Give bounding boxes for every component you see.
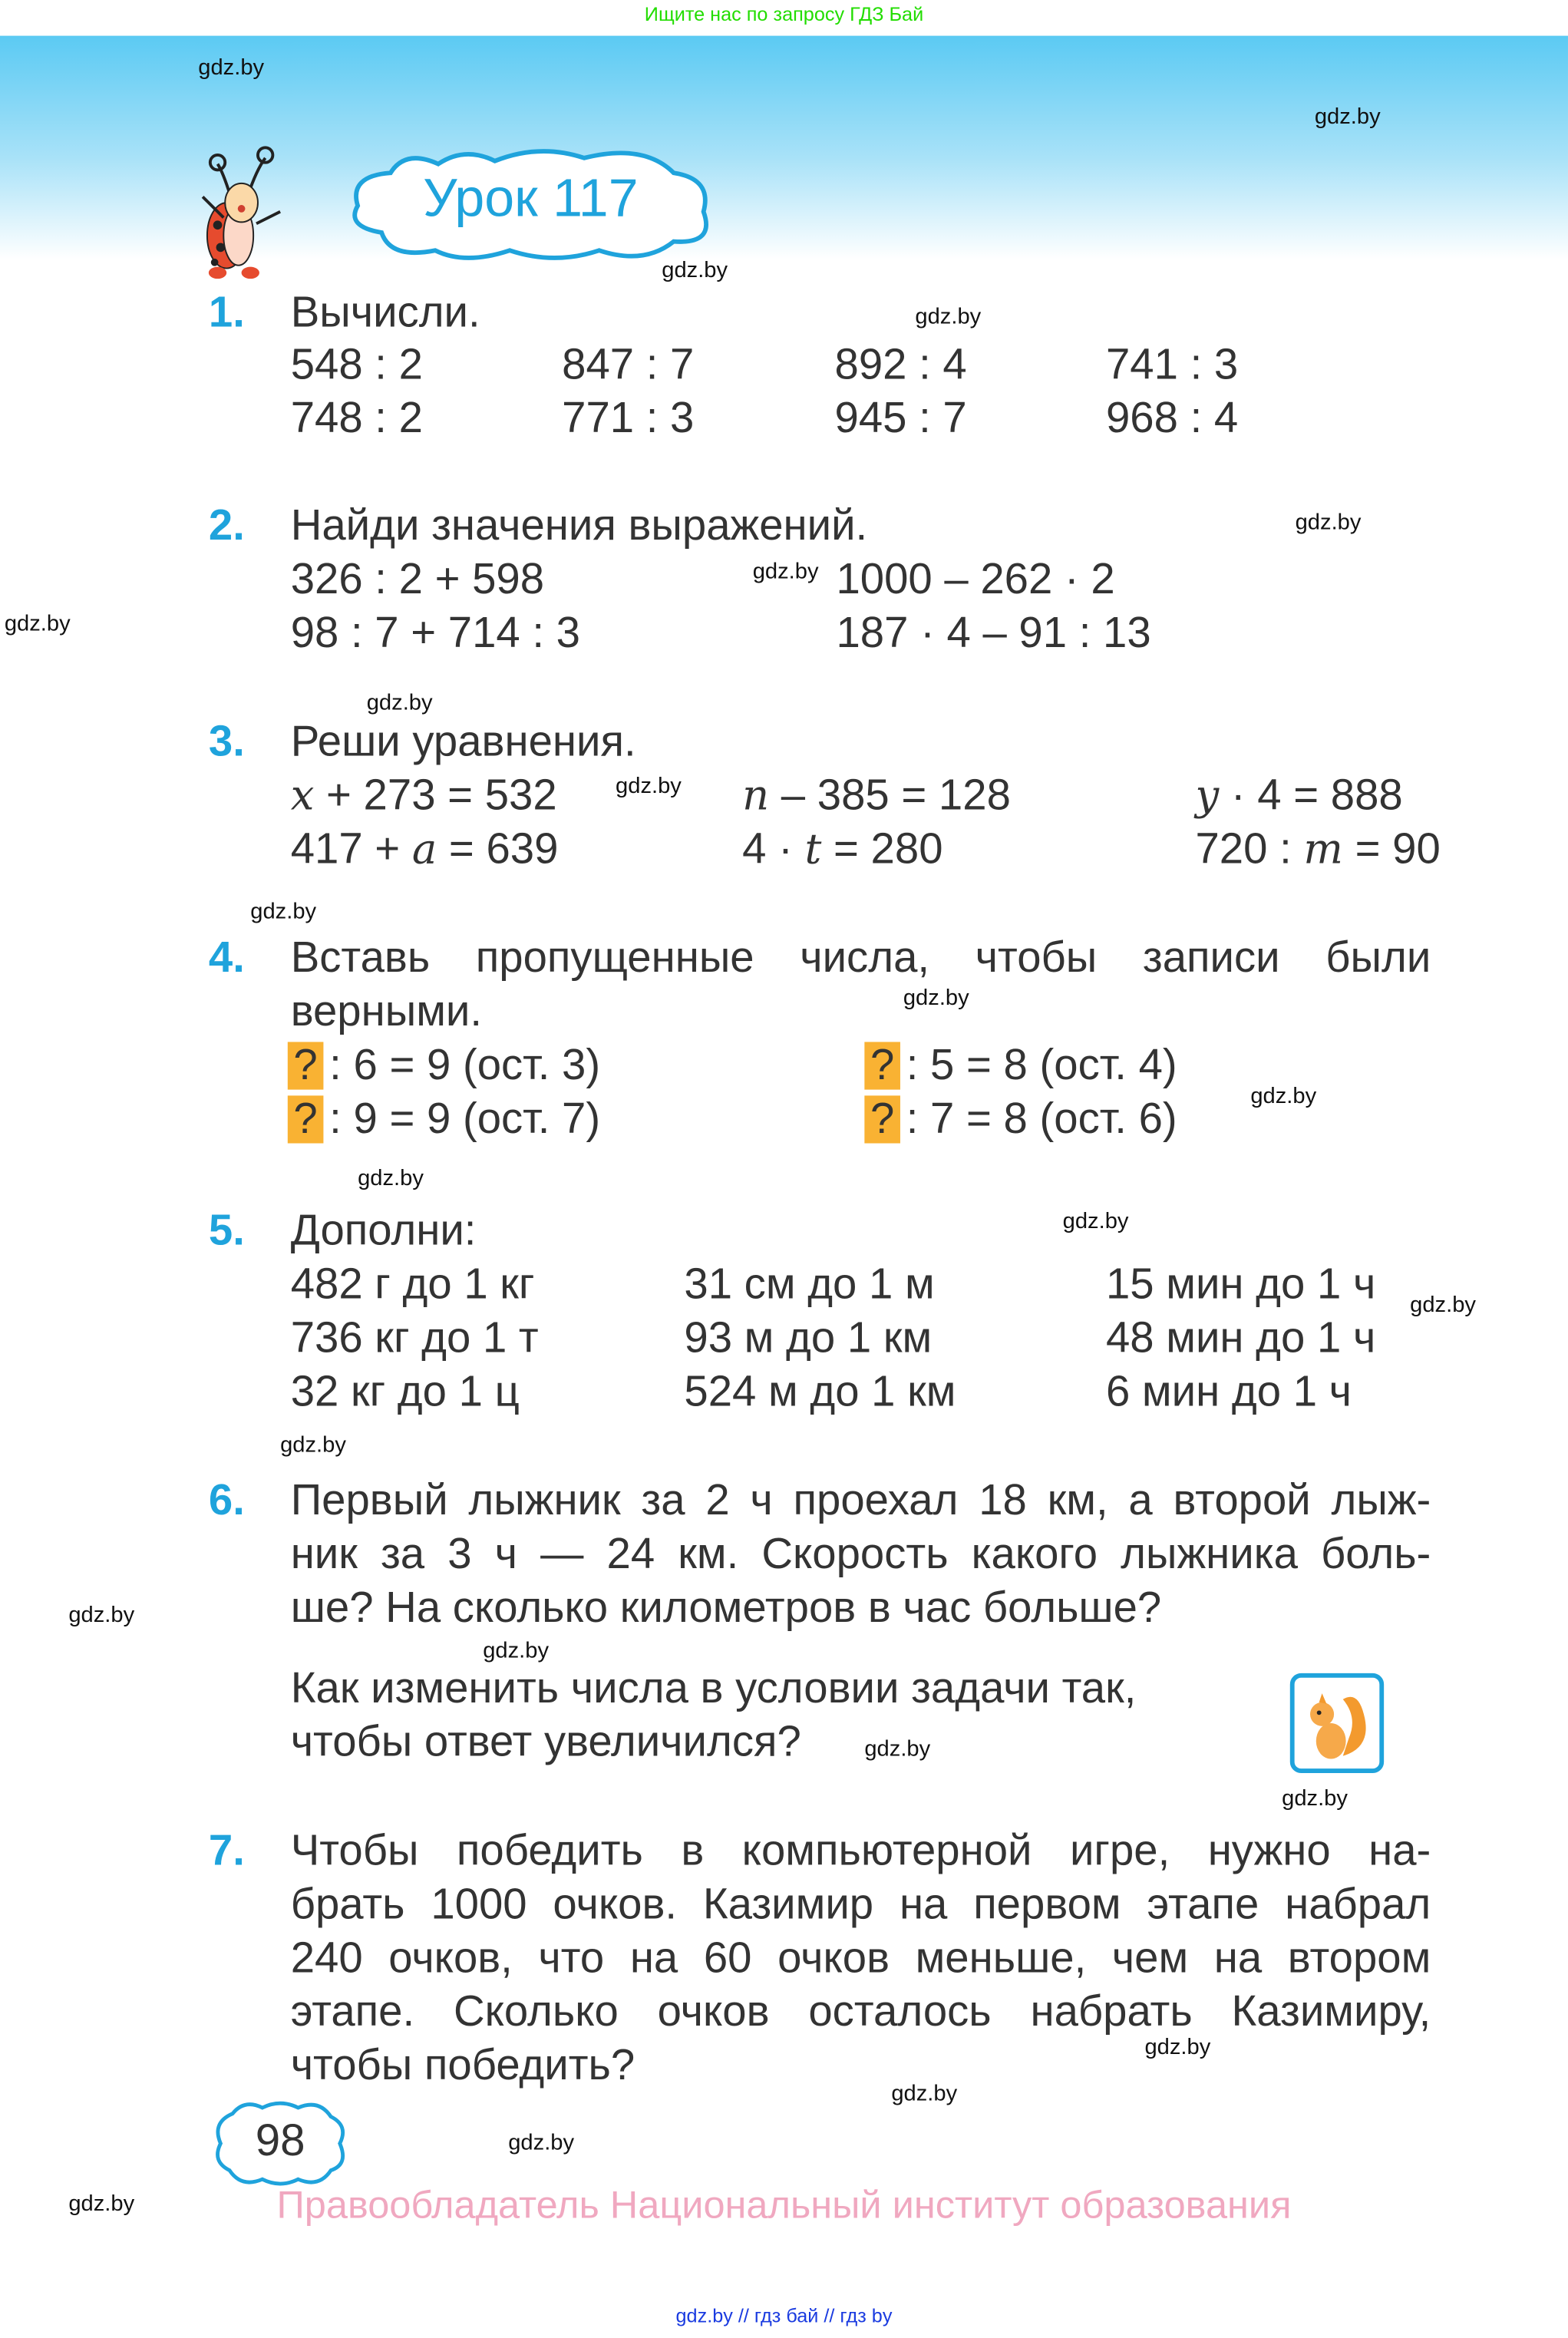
- unit-item: 6 мин до 1 ч: [1105, 1368, 1352, 1416]
- division-item: [864, 1092, 1177, 1146]
- equation: [1195, 823, 1440, 877]
- equation-part: · 4 = 888: [1219, 771, 1403, 821]
- division-text: : 6 = 9 (ост. 3): [329, 1042, 601, 1090]
- page-number: 98: [255, 2116, 305, 2166]
- watermark: gdz.by: [1295, 510, 1362, 536]
- expression: 945 : 7: [834, 395, 967, 443]
- exercise-number: 7.: [208, 1827, 245, 1876]
- ladybug-icon: [191, 143, 299, 280]
- variable: y: [1195, 771, 1220, 821]
- lesson-title: Урок 117: [423, 167, 639, 229]
- exercise-title: Вставь пропущенные числа, чтобы записи были: [290, 934, 1431, 982]
- footer-links[interactable]: gdz.by // гдз бай // гдз by: [675, 2304, 893, 2327]
- task-line: брать 1000 очков. Казимир на первом этапе набрал: [290, 1881, 1431, 1929]
- unit-item: 524 м до 1 км: [684, 1368, 956, 1416]
- division-item: [288, 1092, 600, 1146]
- watermark: gdz.by: [616, 773, 682, 799]
- watermark: gdz.by: [915, 304, 982, 330]
- missing-number-box: ?: [288, 1042, 324, 1089]
- expression: 847 : 7: [562, 341, 695, 389]
- watermark: gdz.by: [864, 1736, 931, 1762]
- expression: 548 : 2: [290, 341, 423, 389]
- task-line: Как изменить числа в условии задачи так,: [290, 1665, 1137, 1713]
- variable: t: [804, 824, 822, 874]
- watermark: gdz.by: [358, 1165, 424, 1191]
- watermark: gdz.by: [662, 257, 728, 283]
- exercise-number: 5.: [208, 1207, 245, 1256]
- watermark: gdz.by: [1250, 1083, 1317, 1109]
- task-line: ше? На сколько километров в час больше?: [290, 1584, 1162, 1633]
- variable: n: [742, 771, 770, 821]
- expression: 98 : 7 + 714 : 3: [290, 609, 581, 658]
- equation-part: – 385 = 128: [769, 771, 1011, 821]
- exercise-title: Вычисли.: [290, 289, 480, 337]
- unit-item: 482 г до 1 кг: [290, 1260, 535, 1309]
- watermark: gdz.by: [1144, 2034, 1211, 2060]
- task-line: чтобы победить?: [290, 2042, 635, 2090]
- variable: m: [1303, 824, 1343, 874]
- unit-item: 32 кг до 1 ц: [290, 1368, 520, 1416]
- watermark: gdz.by: [68, 1602, 135, 1628]
- equation: [1195, 769, 1402, 823]
- watermark: gdz.by: [1282, 1785, 1348, 1811]
- watermark: gdz.by: [508, 2130, 575, 2156]
- equation-part: = 90: [1342, 825, 1441, 874]
- equation-part: 417 +: [290, 825, 412, 874]
- exercise-number: 2.: [208, 502, 245, 550]
- watermark: gdz.by: [1062, 1208, 1129, 1234]
- watermark: gdz.by: [280, 1432, 346, 1458]
- equation-part: + 273 = 532: [314, 771, 557, 821]
- watermark: gdz.by: [891, 2081, 958, 2107]
- expression: 748 : 2: [290, 395, 423, 443]
- exercise-title: Дополни:: [290, 1207, 477, 1256]
- division-item: [288, 1039, 600, 1093]
- watermark: gdz.by: [1314, 104, 1381, 130]
- expression: 326 : 2 + 598: [290, 556, 545, 604]
- division-item: [864, 1039, 1177, 1093]
- watermark: gdz.by: [250, 899, 317, 925]
- watermark: gdz.by: [68, 2191, 135, 2217]
- task-line: Чтобы победить в компьютерной игре, нужно на-: [290, 1827, 1431, 1876]
- watermark: gdz.by: [198, 54, 265, 81]
- equation-part: = 280: [821, 825, 943, 874]
- equation: [291, 823, 559, 877]
- expression: 741 : 3: [1105, 341, 1239, 389]
- missing-number-box: ?: [864, 1095, 900, 1143]
- exercise-title: Найди значения выражений.: [290, 502, 868, 550]
- task-line: Первый лыжник за 2 ч проехал 18 км, а второй лыж-: [290, 1477, 1431, 1525]
- expression: 892 : 4: [834, 341, 967, 389]
- watermark: gdz.by: [1410, 1292, 1476, 1318]
- equation: [742, 769, 1011, 823]
- watermark: gdz.by: [752, 559, 819, 585]
- exercise-title: Реши уравнения.: [290, 718, 636, 767]
- task-line: чтобы ответ увеличился?: [290, 1719, 801, 1767]
- expression: 968 : 4: [1105, 395, 1239, 443]
- equation: [291, 769, 557, 823]
- division-text: : 9 = 9 (ост. 7): [329, 1095, 601, 1144]
- copyright-footer: Правообладатель Национальный институт образования: [276, 2182, 1292, 2227]
- watermark: gdz.by: [366, 690, 433, 716]
- division-text: : 7 = 8 (ост. 6): [906, 1095, 1177, 1144]
- equation-part: 720 :: [1195, 825, 1304, 874]
- exercise-number: 1.: [208, 289, 245, 337]
- exercise-number: 3.: [208, 718, 245, 767]
- missing-number-box: ?: [288, 1095, 324, 1143]
- unit-item: 15 мин до 1 ч: [1105, 1260, 1376, 1309]
- expression: 771 : 3: [562, 395, 695, 443]
- exercise-number: 6.: [208, 1477, 245, 1525]
- task-line: этапе. Сколько очков осталось набрать Казимиру,: [290, 1988, 1431, 2036]
- unit-item: 48 мин до 1 ч: [1105, 1314, 1376, 1362]
- unit-item: 31 см до 1 м: [684, 1260, 935, 1309]
- watermark: gdz.by: [4, 611, 71, 637]
- equation: [742, 823, 942, 877]
- task-line: ник за 3 ч — 24 км. Скорость какого лыжника боль-: [290, 1531, 1431, 1579]
- watermark: gdz.by: [483, 1638, 550, 1664]
- equation-part: 4 ·: [742, 825, 805, 874]
- search-hint: Ищите нас по запросу ГДЗ Бай: [644, 2, 924, 26]
- watermark: gdz.by: [903, 985, 969, 1011]
- division-text: : 5 = 8 (ост. 4): [906, 1042, 1177, 1090]
- task-line: 240 очков, что на 60 очков меньше, чем на втором: [290, 1934, 1431, 1983]
- variable: a: [411, 824, 437, 874]
- exercise-title: верными.: [290, 988, 483, 1036]
- unit-item: 93 м до 1 км: [684, 1314, 933, 1362]
- equation-part: = 639: [437, 825, 559, 874]
- squirrel-icon: [1289, 1673, 1385, 1774]
- expression: 1000 – 262 · 2: [836, 556, 1115, 604]
- expression: 187 · 4 – 91 : 13: [836, 609, 1151, 658]
- exercise-number: 4.: [208, 934, 245, 982]
- variable: x: [290, 771, 315, 821]
- unit-item: 736 кг до 1 т: [290, 1314, 539, 1362]
- missing-number-box: ?: [864, 1042, 900, 1089]
